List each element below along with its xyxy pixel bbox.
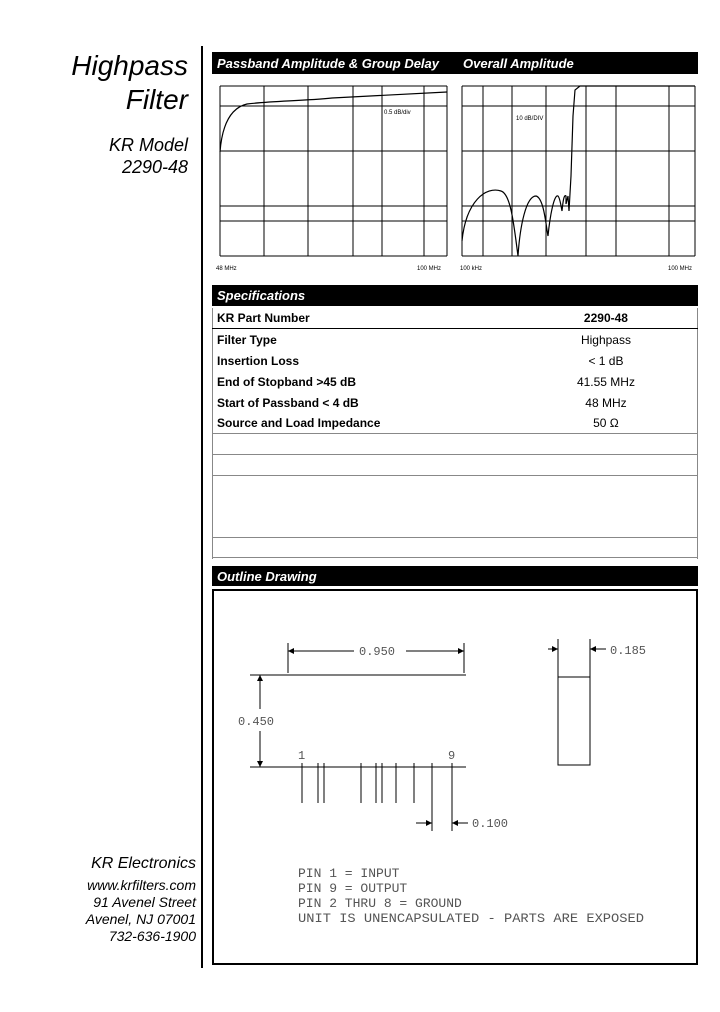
company-city: Avenel, NJ 07001 — [85, 911, 196, 927]
note-line: PIN 1 = INPUT — [298, 866, 400, 881]
left-scale-label: 0.5 dB/div — [384, 110, 411, 116]
model-label: KR Model — [108, 135, 188, 155]
outline-title: Outline Drawing — [217, 568, 317, 584]
dim-thickness-label: 0.185 — [610, 644, 647, 658]
spec-header-value: 2290-48 — [583, 311, 628, 325]
specifications-title: Specifications — [217, 288, 306, 303]
charts-title-bar — [212, 52, 698, 74]
spec-row — [212, 392, 698, 413]
spec-row — [212, 329, 698, 350]
outline-title-bar — [212, 566, 698, 586]
dim-height-label: 0.450 — [238, 715, 275, 729]
left-chart-title: Passband Amplitude & Group Delay — [217, 55, 440, 71]
dim-pitch-label: 0.100 — [472, 817, 509, 831]
company-street: 91 Avenel Street — [93, 894, 196, 910]
company-phone: 732-636-1900 — [108, 928, 196, 944]
spec-empty-row — [212, 434, 698, 455]
note-line: PIN 9 = OUTPUT — [298, 881, 408, 896]
vertical-divider — [201, 46, 203, 968]
outline-drawing — [214, 591, 696, 963]
company-name: KR Electronics — [91, 855, 196, 872]
specifications-title-bar — [212, 285, 698, 306]
note-line: PIN 2 THRU 8 = GROUND — [298, 896, 462, 911]
note-line: UNIT IS UNENCAPSULATED - PARTS ARE EXPOSED — [298, 911, 645, 926]
spec-row — [212, 413, 698, 434]
right-x-start: 100 kHz — [460, 266, 483, 272]
product-title-line2: Filter — [125, 84, 188, 115]
spec-value: 50 Ω — [593, 416, 619, 430]
spec-key: End of Stopband >45 dB — [217, 374, 357, 389]
right-x-end: 100 MHz — [668, 266, 693, 272]
left-x-start: 48 MHz — [216, 266, 237, 272]
spec-empty-row — [212, 476, 698, 538]
spec-header-key: KR Part Number — [217, 311, 310, 325]
right-chart-title: Overall Amplitude — [463, 55, 574, 71]
company-website[interactable]: www.krfilters.com — [87, 877, 196, 893]
spec-header-row — [212, 308, 698, 329]
passband-chart — [212, 76, 452, 276]
spec-value: 48 MHz — [585, 395, 627, 410]
spec-key: Start of Passband < 4 dB — [217, 395, 359, 410]
spec-empty-row — [212, 538, 698, 558]
spec-row — [212, 371, 698, 392]
overall-amplitude-chart — [456, 76, 700, 276]
model-number: 2290-48 — [121, 157, 188, 177]
spec-key: Insertion Loss — [217, 353, 300, 368]
pin-last-label: 9 — [448, 749, 456, 763]
spec-value: Highpass — [580, 332, 631, 347]
product-title-line1: Highpass — [71, 50, 188, 81]
spec-empty-row — [212, 455, 698, 476]
spec-key: Filter Type — [217, 332, 277, 347]
dim-length-label: 0.950 — [359, 645, 396, 659]
left-x-end: 100 MHz — [417, 266, 442, 272]
passband-curve — [220, 92, 447, 152]
spec-table — [212, 308, 698, 558]
amplitude-curve — [462, 86, 695, 256]
spec-row — [212, 350, 698, 371]
right-scale-label: 10 dB/DIV — [516, 116, 544, 122]
spec-value: 41.55 MHz — [576, 374, 635, 389]
pin-first-label: 1 — [298, 749, 306, 763]
spec-key: Source and Load Impedance — [217, 416, 381, 430]
spec-value: < 1 dB — [588, 353, 624, 368]
